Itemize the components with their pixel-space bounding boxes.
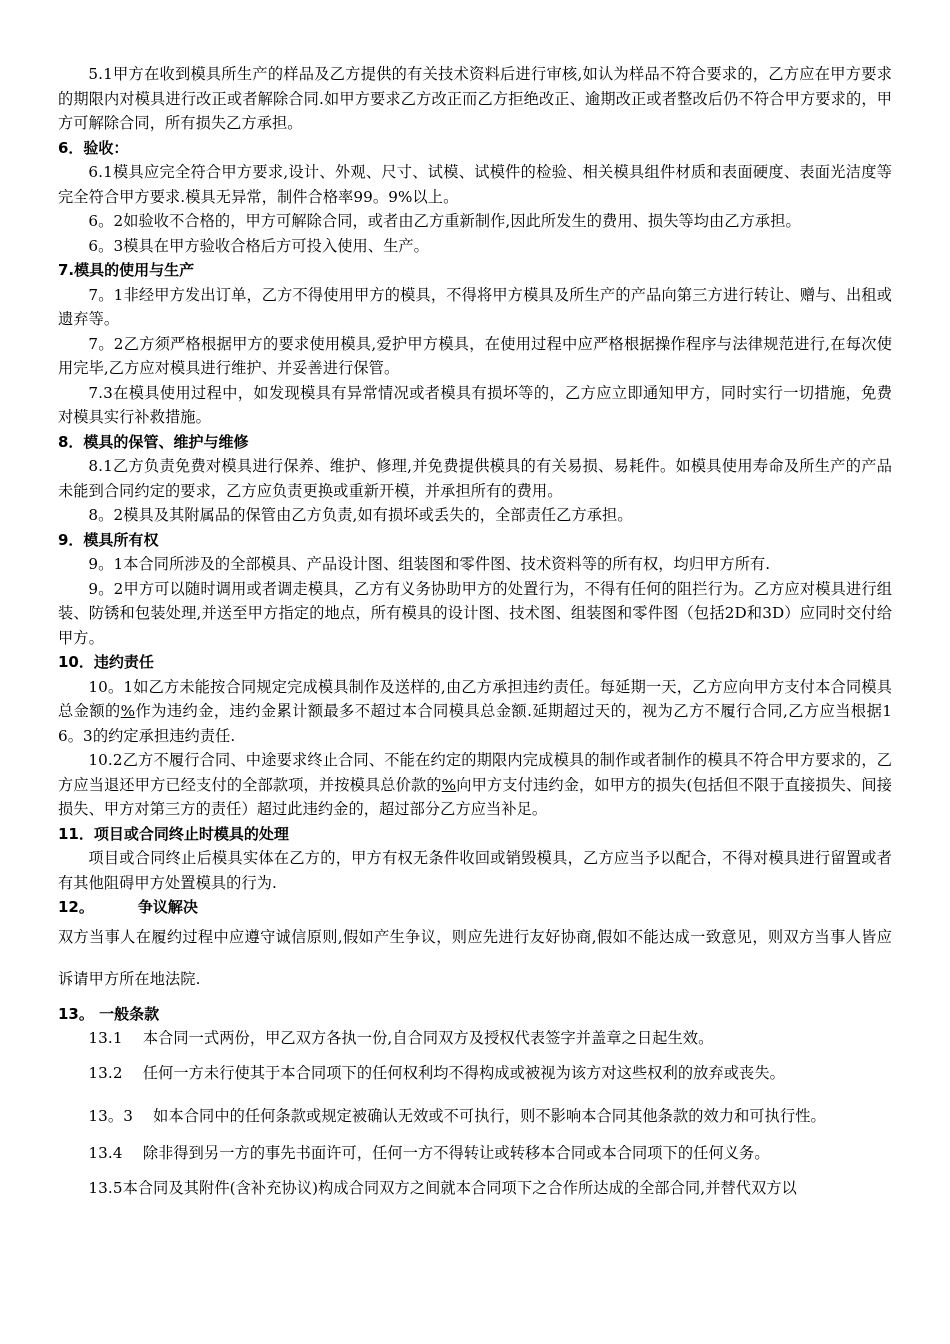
clause-12: 双方当事人在履约过程中应遵守诚信原则,假如产生争议，则应先进行友好协商,假如不能达成一致意见，则双方当事人皆应诉请甲方所在地法院. <box>58 927 892 988</box>
clause-10-1-part-a: 10。1如乙方未能按合同规定完成模具制作及送样的,由乙方承担违约责任。每延期一天，乙方应向甲方支付本合同模具总金额的 <box>58 677 892 720</box>
clause-6-2: 6。2如验收不合格的，甲方可解除合同，或者由乙方重新制作,因此所发生的费用、损失等均由乙方承担。 <box>88 212 801 230</box>
heading-8-maintenance: 8．模具的保管、维护与维修 <box>58 432 249 451</box>
heading-10-liability: 10．违约责任 <box>58 653 154 671</box>
clause-10-2 <box>58 748 892 822</box>
heading-9-ownership: 9．模具所有权 <box>58 530 159 549</box>
clause-8-1: 8.1乙方负责免费对模具进行保养、维护、修理,并免费提供模具的有关易损、易耗件。如模具使用寿命及所生产的产品未能到合同约定的要求，乙方应负责更换或重新开模，并承担所有的费用。 <box>58 457 892 500</box>
clause-6-3: 6。3模具在甲方验收合格后方可投入使用、生产。 <box>88 236 429 255</box>
heading-6-acceptance: 6．验收： <box>58 138 129 157</box>
heading-11-termination: 11．项目或合同终止时模具的处理 <box>58 824 289 843</box>
clause-13-4: 13.4 除非得到另一方的事先书面许可，任何一方不得转让或转移本合同或本合同项下的任何义务。 <box>88 1144 770 1162</box>
heading-12-number: 12。 <box>58 898 94 916</box>
clause-8-2: 8。2模具及其附属品的保管由乙方负责,如有损坏或丢失的，全部责任乙方承担。 <box>88 506 633 524</box>
clause-13-1: 13.1 本合同一式两份，甲乙双方各执一份,自合同双方及授权代表签字并盖章之日起生效。 <box>88 1029 714 1047</box>
clause-11: 项目或合同终止后模具实体在乙方的，甲方有权无条件收回或销毁模具，乙方应当予以配合，不得对模具进行留置或者有其他阻碍甲方处置模具的行为. <box>58 849 892 892</box>
clause-10-1 <box>58 675 892 749</box>
clause-5-1: 5.1甲方在收到模具所生产的样品及乙方提供的有关技术资料后进行审核,如认为样品不符合要求的，乙方应在甲方要求的期限内对模具进行改正或者解除合同.如甲方要求乙方改正而乙方拒绝改正、逾期改正或者整改后仍不符合甲方要求的，甲方可解除合同，所有损失乙方承担。 <box>58 65 892 132</box>
clause-10-2-part-b: 向甲方支付违约金，如甲方的损失(包括但不限于直接损失、间接损失、甲方对第三方的责任）超过此违约金的，超过部分乙方应当补足。 <box>58 775 892 818</box>
clause-10-2-percent: % <box>441 775 457 794</box>
clause-10-2-part-a: 10.2乙方不履行合同、中途要求终止合同、不能在约定的期限内完成模具的制作或者制作的模具不符合甲方要求的，乙方应当退还甲方已经支付的全部款项，并按模具总价款的 <box>58 751 892 794</box>
clause-7-1: 7。1非经甲方发出订单，乙方不得使用甲方的模具，不得将甲方模具及所生产的产品向第三方进行转让、赠与、出租或遗弃等。 <box>58 285 892 328</box>
clause-10-1-percent: % <box>120 702 136 720</box>
clause-7-3: 7.3在模具使用过程中，如发现模具有异常情况或者模具有损坏等的，乙方应立即通知甲方，同时实行一切措施，免费对模具实行补救措施。 <box>58 383 892 426</box>
clause-13-5: 13.5本合同及其附件(含补充协议)构成合同双方之间就本合同项下之合作所达成的全部合同,并替代双方以 <box>88 1178 797 1197</box>
clause-13-2: 13.2 任何一方未行使其于本合同项下的任何权利均不得构成或被视为该方对这些权利的放弃或丧失。 <box>88 1063 785 1082</box>
clause-6-1: 6.1模具应完全符合甲方要求,设计、外观、尺寸、试模、试模件的检验、相关模具组件材质和表面硬度、表面光洁度等完全符合甲方要求.模具无异常，制件合格率99。9%以上。 <box>58 163 892 206</box>
clause-9-1: 9。1本合同所涉及的全部模具、产品设计图、组装图和零件图、技术资料等的所有权，均归甲方所有. <box>88 555 771 573</box>
heading-13-general: 13。 一般条款 <box>58 1004 160 1023</box>
clause-10-1-part-b: 作为违约金，违约金累计额最多不超过本合同模具总金额.延期超过天的，视为乙方不履行合同,乙方应当根据16。3的约定承担违约责任. <box>58 702 892 745</box>
heading-7-use: 7.模具的使用与生产 <box>58 261 195 279</box>
heading-12-title: 争议解决 <box>137 898 198 916</box>
clause-13-3: 13。3 如本合同中的任何条款或规定被确认无效或不可执行，则不影响本合同其他条款的效力和可执行性。 <box>88 1107 826 1125</box>
clause-7-2: 7。2乙方须严格根据甲方的要求使用模具,爱护甲方模具，在使用过程中应严格根据操作程序与法律规范进行,在每次使用完毕,乙方应对模具进行维护、并妥善进行保管。 <box>58 334 892 377</box>
clause-9-2: 9。2甲方可以随时调用或者调走模具，乙方有义务协助甲方的处置行为，不得有任何的阻拦行为。乙方应对模具进行组装、防锈和包装处理,并送至甲方指定的地点，所有模具的设计图、技术图、组装图和零件图（包括2D和3D）应同时交付给甲方。 <box>58 579 892 647</box>
